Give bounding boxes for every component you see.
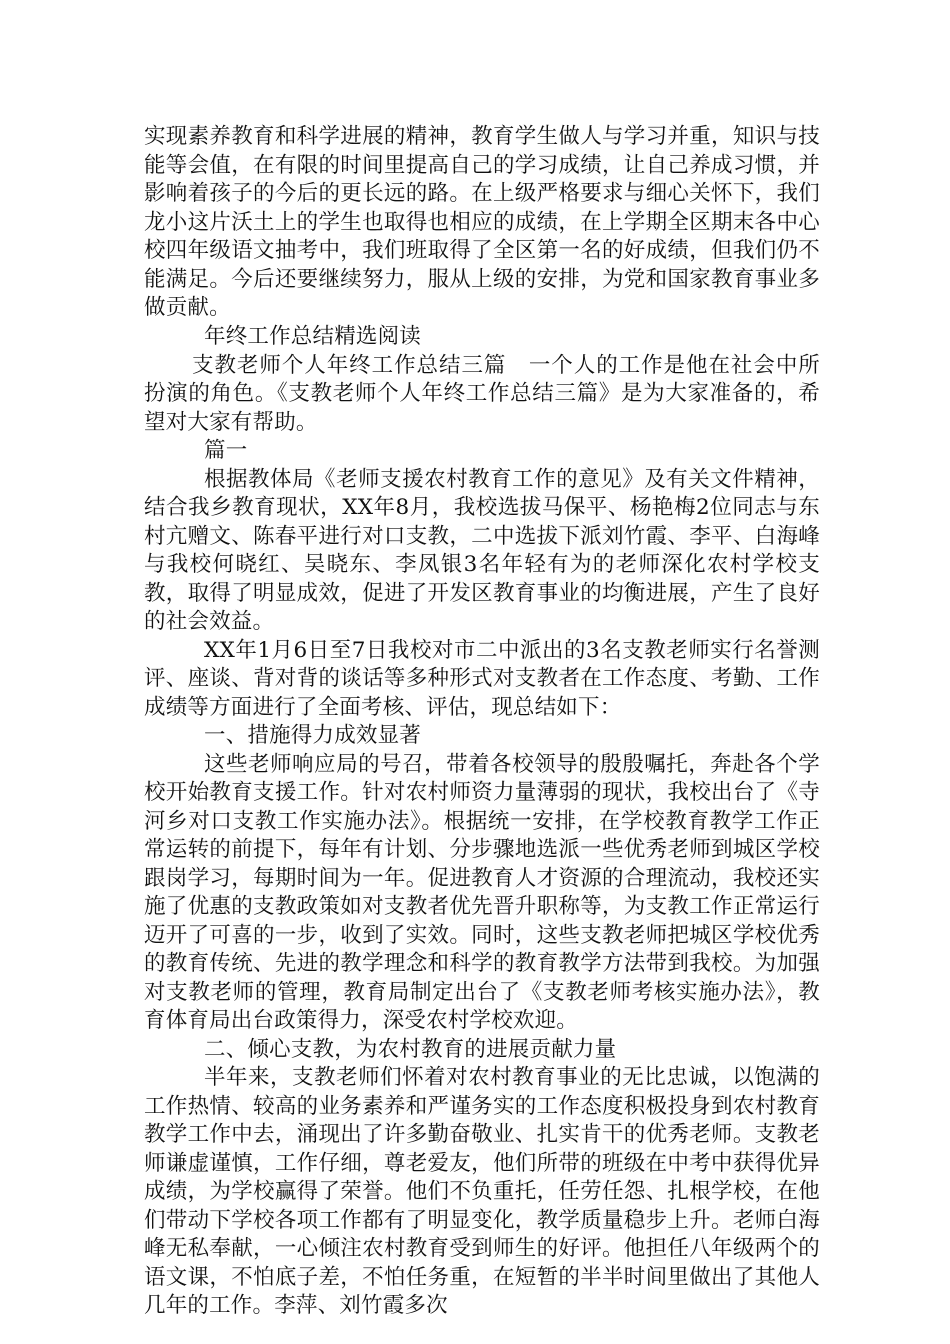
body-paragraph: 根据教体局《老师支援农村教育工作的意见》及有关文件精神，结合我乡教育现状，XX年8月，我校选拔马保平、杨艳梅2位同志与东村亢赠文、陈春平进行对口支教，二中选拔下派刘竹霞、李平、白海峰与我校何晓红、吴晓东、李凤银3名年轻有为的老师深化农村学校支教，取得了明显成效，促进了开发区教育事业的均衡进展，产生了良好的社会效益。 (144, 466, 820, 634)
body-paragraph: XX年1月6日至7日我校对市二中派出的3名支教老师实行名誉测评、座谈、背对背的谈话等多种形式对支教者在工作态度、考勤、工作成绩等方面进行了全面考核、评估，现总结如下： (144, 637, 820, 720)
subsection-heading: 二、倾心支教，为农村教育的进展贡献力量 (204, 1036, 617, 1062)
intro-paragraph: 支教老师个人年终工作总结三篇 一个人的工作是他在社会中所扮演的角色。《支教老师个人年终工作总结三篇》是为大家准备的，希望对大家有帮助。 (144, 352, 820, 435)
closing-paragraph-block (144, 123, 820, 323)
part-heading: 篇一 (204, 438, 248, 463)
body-paragraph: 这些老师响应局的号召，带着各校领导的殷殷嘱托，奔赴各个学校开始教育支援工作。针对农村师资力量薄弱的现状，我校出台了《寺河乡对口支教工作实施办法》。根据统一安排，在学校教育教学工作正常运转的前提下，每年有计划、分步骤地选派一些优秀老师到城区学校跟岗学习，每期时间为一年。促进教育人才资源的合理流动，我校还实施了优惠的支教政策如对支教者优先晋升职称等，为支教工作正常运行迈开了可喜的一步，收到了实效。同时，这些支教老师把城区学校优秀的教育传统、先进的教学理念和科学的教育教学方法带到我校。为加强对支教老师的管理，教育局制定出台了《支教老师考核实施办法》，教育体育局出台政策得力，深受农村学校欢迎。 (144, 751, 820, 1033)
section-heading: 年终工作总结精选阅读 (204, 324, 422, 349)
article-body (144, 323, 820, 1321)
subsection-heading: 一、措施得力成效显著 (204, 723, 422, 748)
body-paragraph: 半年来，支教老师们怀着对农村教育事业的无比忠诚，以饱满的工作热情、较高的业务素养和严谨务实的工作态度积极投身到农村教育教学工作中去，涌现出了许多勤奋敬业、扎实肯干的优秀老师。支教老师谦虚谨慎，工作仔细，尊老爱友，他们所带的班级在中考中获得优异成绩，为学校赢得了荣誉。他们不负重托，任劳任怨、扎根学校，在他们带动下学校各项工作都有了明显变化，教学质量稳步上升。老师白海峰无私奉献，一心倾注农村教育受到师生的好评。他担任八年级两个的语文课，不怕底子差，不怕任务重，在短暂的半半时间里做出了其他人几年的工作。李萍、刘竹霞多次 (144, 1065, 820, 1318)
body-paragraph: 实现素养教育和科学进展的精神，教育学生做人与学习并重，知识与技能等会值，在有限的时间里提高自己的学习成绩，让自己养成习惯，并影响着孩子的今后的更长远的路。在上级严格要求与细心关怀下，我们龙小这片沃土上的学生也取得也相应的成绩，在上学期全区期末各中心校四年级语文抽考中，我们班取得了全区第一名的好成绩，但我们仍不能满足。今后还要继续努力，服从上级的安排，为党和国家教育事业多做贡献。 (144, 124, 820, 320)
